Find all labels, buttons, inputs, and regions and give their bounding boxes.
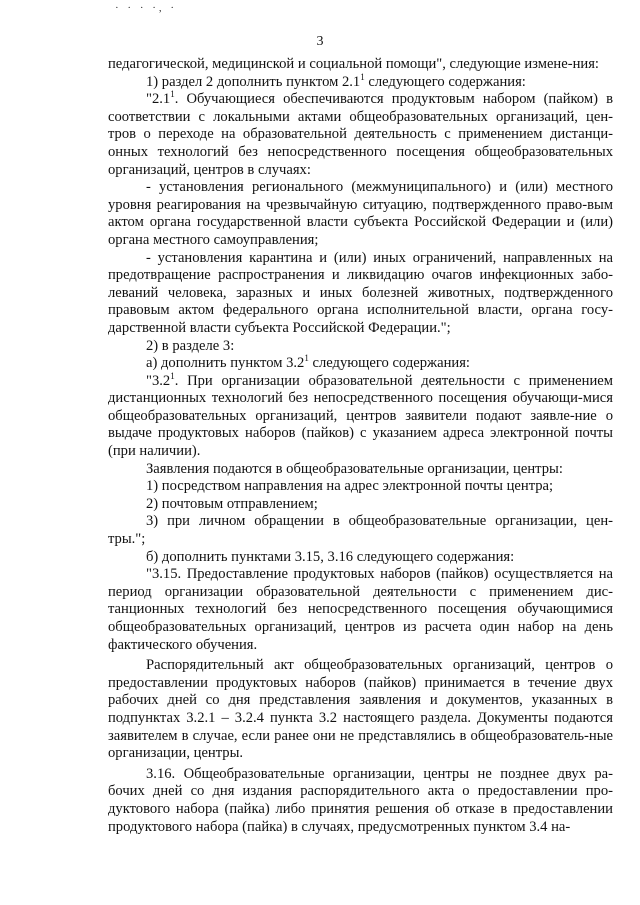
amendment-subitem-b: б) дополнить пунктами 3.15, 3.16 следующего содержания:	[146, 548, 515, 565]
superscript: 1	[304, 353, 309, 364]
amendment-item-2: 2) в разделе 3:	[146, 337, 235, 354]
paragraph-text: "3.2	[146, 372, 171, 389]
document-body	[108, 56, 613, 836]
paragraph-text: 1) раздел 2 дополнить пунктом 2.1	[146, 73, 361, 90]
list-item-emergency: - установления регионального (межмуниципального) и (или) местного уровня реагирования на чрезвычайную ситуацию, подтвержденного право-вым актом органа государственной власти субъекта Российской Федерации и (или) органа местного самоуправления;	[108, 179, 613, 248]
paragraph-text: "2.1	[146, 91, 171, 108]
superscript: 1	[170, 89, 175, 100]
submission-method-3: 3) при личном обращении в общеобразовательные организации, цен-тры.";	[108, 513, 613, 548]
paragraph-continuation: педагогической, медицинской и социальной помощи", следующие измене-ния:	[108, 56, 599, 72]
submission-method-1: 1) посредством направления на адрес электронной почты центра;	[146, 478, 554, 495]
paragraph-text-continued: . При организации образовательной деятельности с применением дистанционных технологий без непосредственного посещения обучающи-мися общеобразовательных организаций, центров заявители подают заявле-ние о выдаче продуктовых наборов (пайков) с указанием адреса электронной почты (при наличии).	[108, 372, 613, 460]
amendment-item-1	[108, 71, 613, 92]
superscript: 1	[360, 71, 365, 82]
applications-intro: Заявления подаются в общеобразовательные организации, центры:	[146, 460, 563, 477]
paragraph-text-continued: . Обучающиеся обеспечиваются продуктовым набором (пайком) в соответствии с локальными актами общеобразовательных организаций, цен-тров о переходе на образовательной деятельность с применением дистанци-онных технологий без непосредственного посещения общеобразовательных организаций, центров в случаях:	[108, 91, 613, 178]
clause-3-16: 3.16. Общеобразовательные организации, центры не позднее двух ра-бочих дней со дня издания распорядительного акта о предоставлении про-дуктового набора (пайка) либо принятия решения об отказе в предоставлении продуктового набора (пайка) в случаях, предусмотренных пунктом 3.4 на-	[108, 765, 613, 835]
page-number: 3	[316, 34, 324, 49]
clause-3-2-1	[108, 370, 613, 461]
paragraph-text-continued: следующего содержания:	[308, 355, 470, 372]
clause-3-15: "3.15. Предоставление продуктовых наборов (пайков) осуществляется на период организации образовательной деятельности с применением дис-танционных технологий без непосредственного посещения обучающимися общеобразовательных организаций, центров из расчета один набор на день фактического обучения.	[108, 566, 613, 653]
list-item-quarantine: - установления карантина и (или) иных ограничений, направленных на предотвращение распространения и ликвидацию очагов инфекционных забо-леваний человека, заразных и иных болезней животных, подтвержденного правовым актом федерального органа исполнительной власти, органа госу-дарственной власти субъекта Российской Федерации.";	[108, 249, 613, 336]
scan-corner-marks: · · · ·, ·	[115, 2, 178, 14]
paragraph-text-continued: следующего содержания:	[364, 73, 526, 90]
amendment-subitem-a	[108, 355, 613, 373]
clause-2-1-1	[108, 91, 613, 179]
submission-method-2: 2) почтовым отправлением;	[146, 495, 318, 512]
paragraph-text: а) дополнить пунктом 3.2	[146, 355, 305, 372]
clause-3-15-act: Распорядительный акт общеобразовательных организаций, центров о предоставлении продуктовых наборов (пайков) принимается в течение двух рабочих дней со дня представления заявления и документов, указанных в подпунктах 3.2.1 – 3.2.4 пункта 3.2 настоящего раздела. Документы подаются заявителем в случае, если ранее они не представлялись в общеобразователь-ные организации, центры.	[108, 657, 613, 762]
superscript: 1	[170, 370, 175, 381]
